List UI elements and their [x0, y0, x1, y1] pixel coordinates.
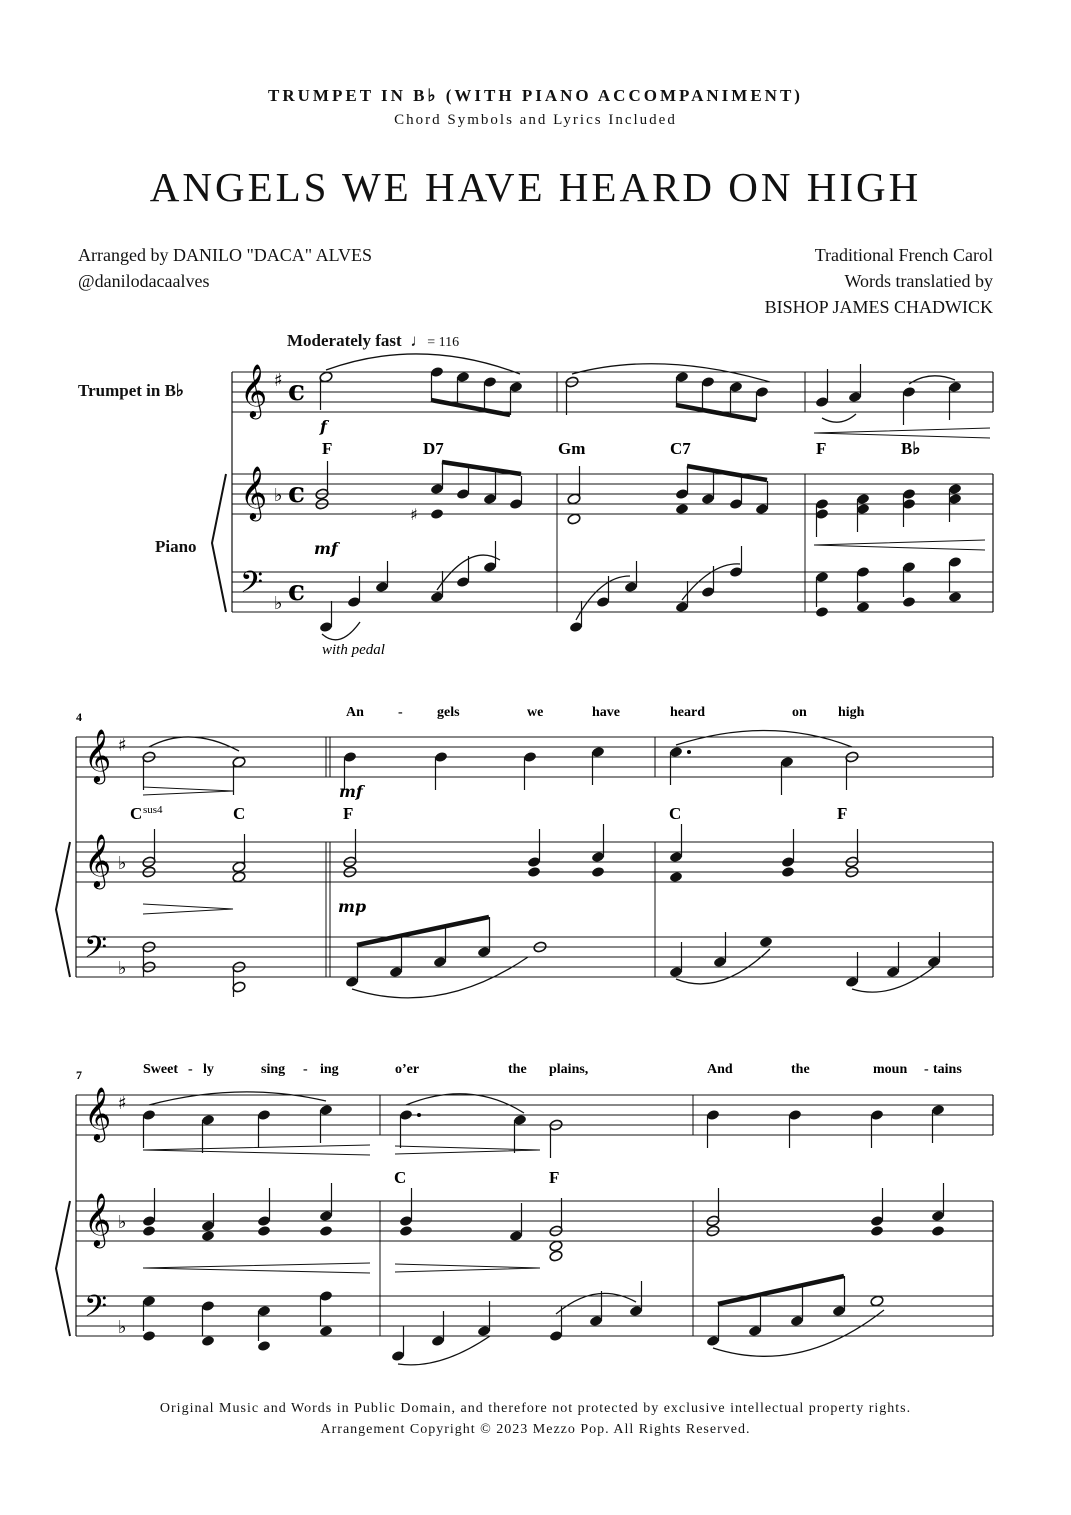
slur: [909, 376, 955, 384]
note-head: [232, 871, 246, 883]
note-head: [201, 1335, 215, 1347]
piano-brace: [56, 1201, 70, 1336]
note-head: [257, 1340, 271, 1352]
note-head: [669, 871, 683, 883]
lyric-syllable: An: [346, 705, 364, 720]
lyric-syllable: moun: [873, 1062, 908, 1077]
lyric-syllable: tains: [933, 1062, 962, 1077]
chord-symbol: F: [837, 804, 848, 823]
lyric-syllable: plains,: [549, 1062, 589, 1077]
common-time-icon: c: [288, 374, 306, 407]
footer-line-2: Arrangement Copyright © 2023 Mezzo Pop. All Rights Reserved.: [320, 1422, 751, 1437]
bass-clef-icon: 𝄢: [240, 566, 264, 607]
bass-clef-icon: 𝄢: [84, 931, 108, 972]
dynamic-marking: mf: [314, 539, 338, 558]
slur: [572, 364, 770, 382]
flat-icon: ♭: [118, 1317, 127, 1338]
chord-symbol: C: [669, 804, 682, 823]
lyric-syllable: ing: [320, 1062, 339, 1077]
flat-icon: ♭: [118, 1212, 127, 1233]
slur: [149, 1092, 326, 1105]
slur: [149, 737, 239, 751]
note-head: [201, 1230, 215, 1242]
piano-brace: [212, 474, 226, 612]
treble-clef-icon: 𝄞: [240, 465, 268, 519]
note-head: [549, 1240, 563, 1252]
part-subheading: Chord Symbols and Lyrics Included: [394, 112, 677, 128]
note-head: [675, 503, 689, 515]
dot: [687, 750, 691, 754]
trumpet-label: Trumpet in B♭: [78, 381, 184, 400]
arranger-credit: Arranged by DANILO "DACA" ALVES: [78, 245, 373, 265]
lyric-syllable: gels: [437, 705, 460, 720]
pedal-instruction: with pedal: [322, 642, 385, 658]
note-head: [567, 513, 581, 525]
footer-line-1: Original Music and Words in Public Domain, and therefore not protected by exclusive intellectual property rights.: [159, 1401, 912, 1416]
sharp-icon: ♯: [274, 370, 283, 391]
treble-clef-icon: 𝄞: [84, 728, 112, 782]
lyric-syllable: on: [792, 705, 807, 720]
beam: [718, 1276, 844, 1304]
lyric-syllable: o’er: [395, 1062, 420, 1077]
dynamic-marking: f: [320, 417, 327, 436]
slur: [406, 1094, 524, 1113]
lyric-hyphen: -: [303, 1062, 308, 1077]
copyright-footer: [0, 1398, 1071, 1440]
note-head: [856, 601, 870, 613]
slur: [676, 949, 770, 984]
note-head: [319, 1225, 333, 1237]
dot: [417, 1113, 421, 1117]
chord-symbol: C7: [670, 439, 691, 458]
note-head: [759, 936, 773, 948]
treble-clef-icon: 𝄞: [84, 1192, 112, 1246]
note-head: [430, 508, 444, 520]
flat-icon: ♭: [274, 485, 283, 506]
beam: [442, 462, 521, 474]
lyric-syllable: have: [592, 705, 620, 720]
chord-suffix: sus4: [143, 804, 163, 816]
note-head: [549, 1250, 563, 1262]
note-head: [948, 591, 962, 603]
flat-icon: ♭: [118, 958, 127, 979]
treble-clef-icon: 𝄞: [240, 363, 268, 417]
note-head: [870, 1225, 884, 1237]
lyric-syllable: high: [838, 705, 865, 720]
lyric-syllable: heard: [670, 705, 705, 720]
tempo-text: Moderately fast: [287, 331, 402, 350]
measure-number: 4: [76, 710, 82, 724]
flat-icon: ♭: [118, 853, 127, 874]
piano-label: Piano: [155, 537, 197, 556]
note-head: [319, 1325, 333, 1337]
note-head: [781, 866, 795, 878]
note-head: [591, 866, 605, 878]
lyric-syllable: Sweet: [143, 1062, 178, 1077]
chord-symbol: C: [233, 804, 246, 823]
beam: [357, 917, 489, 945]
arranger-handle: @danilodacaalves: [78, 271, 210, 291]
piano-brace: [56, 842, 70, 977]
origin-credit: Traditional French Carol: [814, 245, 993, 265]
lyric-syllable: sing: [261, 1062, 286, 1077]
chord-symbol: C: [394, 1168, 407, 1187]
note-head: [931, 1225, 945, 1237]
part-heading: TRUMPET IN B♭ (WITH PIANO ACCOMPANIMENT): [268, 86, 803, 105]
note-head: [870, 1295, 884, 1307]
slur: [822, 414, 856, 422]
lyric-syllable: And: [707, 1062, 733, 1077]
lyric-hyphen: -: [398, 705, 403, 720]
page-title: ANGELS WE HAVE HEARD ON HIGH: [149, 164, 922, 210]
bass-clef-icon: 𝄢: [84, 1290, 108, 1331]
chord-symbol: F: [816, 439, 827, 458]
words-credit: Words translatied by: [844, 271, 993, 291]
lyric-hyphen: -: [188, 1062, 193, 1077]
chord-symbol: F: [549, 1168, 560, 1187]
chord-symbol: C: [130, 804, 143, 823]
hairpins: [143, 428, 990, 1273]
translator-credit: BISHOP JAMES CHADWICK: [764, 297, 993, 317]
note-head: [142, 1330, 156, 1342]
chord-symbol: Gm: [558, 439, 586, 458]
flat-icon: ♭: [274, 593, 283, 614]
lyric-syllable: we: [527, 705, 544, 720]
note-head: [399, 1225, 413, 1237]
lyric-syllable: the: [508, 1062, 527, 1077]
slur: [326, 354, 520, 374]
chord-symbol: D7: [423, 439, 444, 458]
chord-symbol: F: [343, 804, 354, 823]
lyric-hyphen: -: [924, 1062, 929, 1077]
measure-number: 7: [76, 1068, 82, 1082]
common-time-icon: c: [288, 574, 306, 607]
note-head: [142, 1225, 156, 1237]
lyric-syllable: ly: [203, 1062, 214, 1077]
sharp-icon: ♯: [410, 505, 418, 524]
treble-clef-icon: 𝄞: [84, 1086, 112, 1140]
lyric-syllable: the: [791, 1062, 810, 1077]
note-head: [902, 596, 916, 608]
note-head: [527, 866, 541, 878]
sharp-icon: ♯: [118, 1093, 127, 1114]
note-head: [257, 1225, 271, 1237]
slur: [676, 730, 852, 747]
note-head: [815, 606, 829, 618]
dynamic-marking: mp: [338, 897, 367, 916]
treble-clef-icon: 𝄞: [84, 833, 112, 887]
chord-symbol: F: [322, 439, 333, 458]
quarter-note-icon: ♩: [405, 331, 428, 350]
chord-symbol: B♭: [901, 439, 921, 458]
beam: [687, 466, 767, 480]
sharp-icon: ♯: [118, 735, 127, 756]
common-time-icon: c: [288, 476, 306, 509]
dynamic-marking: mf: [339, 782, 363, 801]
tempo-bpm: = 116: [427, 335, 460, 350]
